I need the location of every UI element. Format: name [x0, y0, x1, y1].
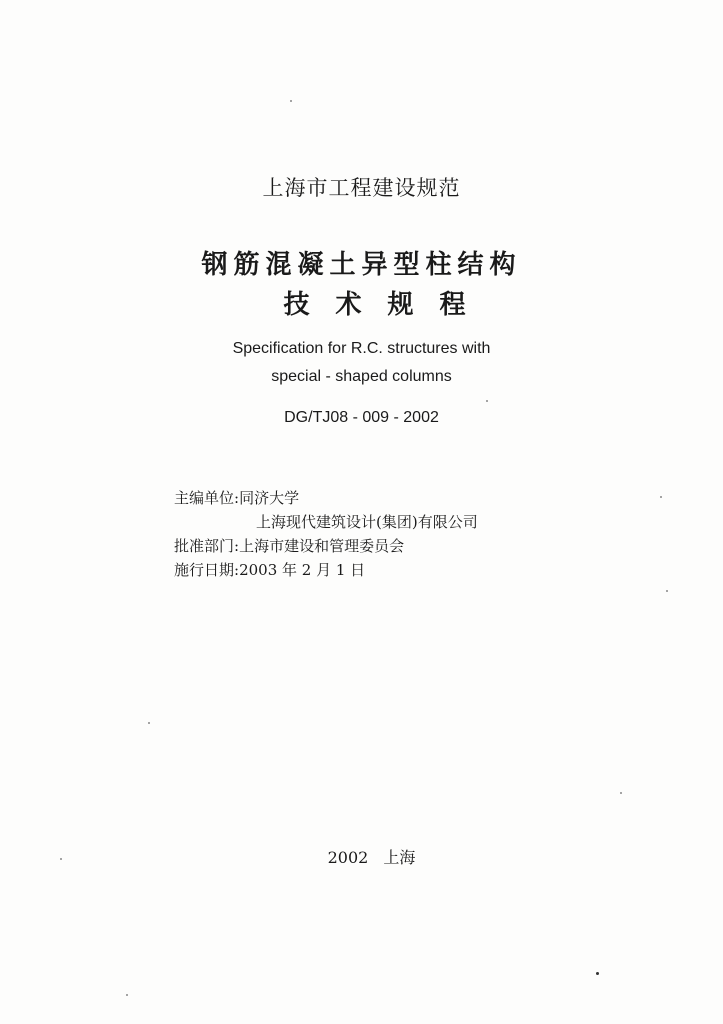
editor-1: 同济大学 — [239, 489, 300, 507]
effective-date: 2003 年 2 月 1 日 — [239, 561, 366, 579]
scan-speck — [60, 858, 62, 860]
scan-speck — [148, 722, 150, 724]
editor-row-2 — [174, 510, 614, 534]
approver: 上海市建设和管理委员会 — [239, 537, 405, 555]
scan-speck — [486, 400, 488, 402]
editor-row — [174, 486, 614, 510]
editor-label: 主编单位: — [174, 489, 240, 507]
footer — [0, 845, 723, 868]
effective-label: 施行日期: — [174, 561, 240, 579]
scan-speck — [596, 972, 599, 975]
main-title-line2: 技术规程 — [283, 290, 492, 320]
publication-info — [174, 486, 614, 582]
scan-speck — [126, 994, 128, 996]
standard-code: DG/TJ08 - 009 - 2002 — [284, 409, 439, 426]
approver-label: 批准部门: — [174, 537, 240, 555]
scan-speck — [660, 496, 662, 498]
approver-row — [174, 534, 614, 558]
english-title-line2: special - shaped columns — [271, 368, 452, 385]
footer-city: 上海 — [383, 848, 416, 867]
main-title-line1: 钢筋混凝土异型柱结构 — [201, 250, 522, 280]
editor-2: 上海现代建筑设计(集团)有限公司 — [256, 513, 478, 531]
scan-speck — [620, 792, 622, 794]
english-title-line1: Specification for R.C. structures with — [232, 340, 491, 357]
scan-speck — [290, 100, 292, 102]
scan-speck — [666, 590, 668, 592]
effective-row — [174, 558, 614, 582]
footer-year: 2002 — [327, 848, 369, 867]
series-title: 上海市工程建设规范 — [262, 176, 461, 200]
